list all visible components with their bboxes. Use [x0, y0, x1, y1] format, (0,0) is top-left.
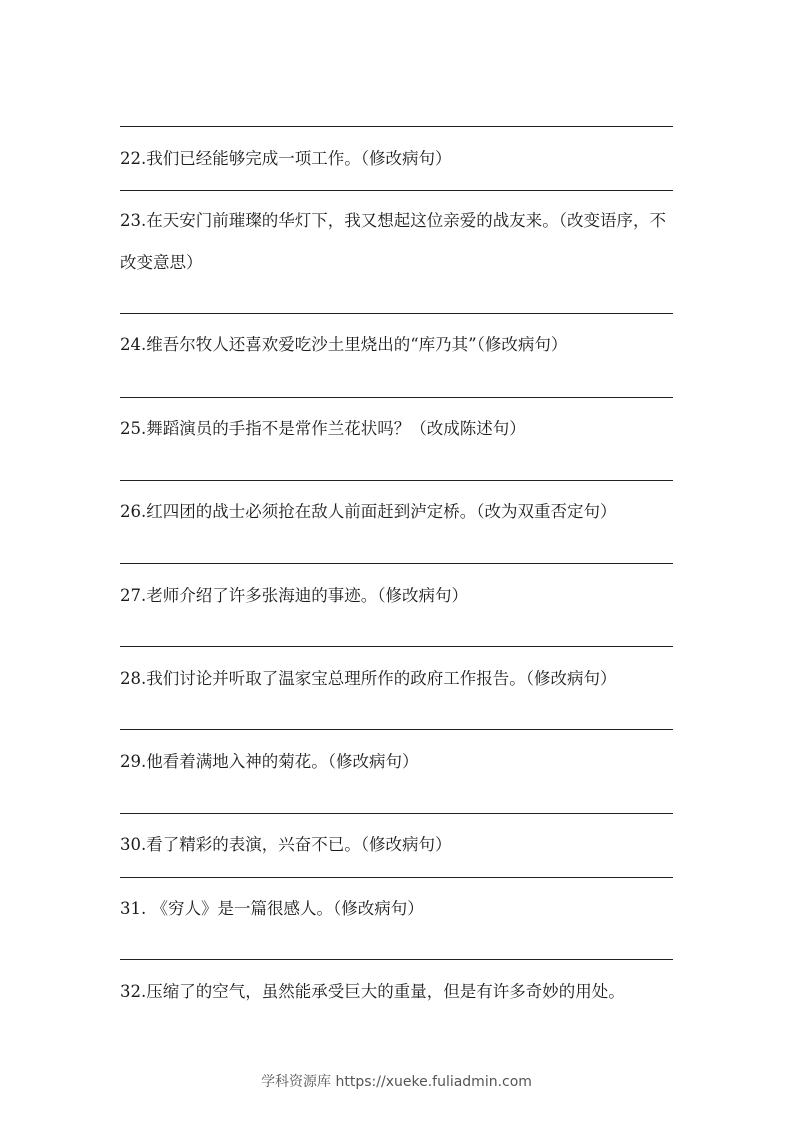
question-23: [120, 200, 676, 284]
answer-line: [120, 877, 673, 878]
answer-line: [120, 480, 673, 481]
question-22: [120, 149, 676, 169]
answer-line: [120, 646, 673, 647]
question-text: 我们讨论并听取了温家宝总理所作的政府工作报告。（修改病句）: [146, 669, 617, 688]
question-number: 25.: [120, 419, 147, 438]
answer-line: [120, 397, 673, 398]
answer-line: [120, 126, 673, 127]
question-text: 维吾尔牧人还喜欢爱吃沙土里烧出的“库乃其”（修改病句）: [146, 335, 568, 354]
answer-line: [120, 729, 673, 730]
question-number: 28.: [120, 669, 147, 688]
question-number: 27.: [120, 586, 147, 605]
question-25: [120, 419, 676, 439]
question-text: 看了精彩的表演，兴奋不已。（修改病句）: [146, 835, 452, 854]
question-text: 老师介绍了许多张海迪的事迹。（修改病句）: [146, 586, 468, 605]
question-text: 《穷人》是一篇很感人。（修改病句）: [151, 899, 424, 918]
question-31: [120, 899, 676, 919]
question-number: 30.: [120, 835, 147, 854]
question-text: 我们已经能够完成一项工作。（修改病句）: [146, 149, 452, 168]
question-number: 26.: [120, 502, 147, 521]
footer-watermark: 学科资源库 https://xueke.fuliadmin.com: [261, 1074, 532, 1090]
question-number: 31.: [120, 899, 152, 918]
question-number: 22.: [120, 149, 147, 168]
answer-line: [120, 563, 673, 564]
question-26: [120, 502, 676, 522]
question-24: [120, 335, 676, 355]
answer-line: [120, 959, 673, 960]
answer-line: [120, 190, 673, 191]
question-32: [120, 982, 676, 1002]
answer-line: [120, 813, 673, 814]
question-number: 24.: [120, 335, 147, 354]
question-30: [120, 835, 676, 855]
answer-line: [120, 313, 673, 314]
question-28: [120, 669, 676, 689]
question-text: 压缩了的空气，虽然能承受巨大的重量，但是有许多奇妙的用处。: [146, 982, 625, 1001]
question-text: 他看着满地入神的菊花。（修改病句）: [146, 752, 419, 771]
question-29: [120, 752, 676, 772]
question-27: [120, 586, 676, 606]
question-text: 在天安门前璀璨的华灯下，我又想起这位亲爱的战友来。（改变语序，不改变意思）: [120, 211, 666, 272]
question-text: 舞蹈演员的手指不是常作兰花状吗？（改成陈述句）: [146, 419, 526, 438]
question-number: 23.: [120, 211, 147, 230]
question-number: 32.: [120, 982, 147, 1001]
question-number: 29.: [120, 752, 147, 771]
question-text: 红四团的战士必须抢在敌人前面赶到泸定桥。（改为双重否定句）: [146, 502, 617, 521]
